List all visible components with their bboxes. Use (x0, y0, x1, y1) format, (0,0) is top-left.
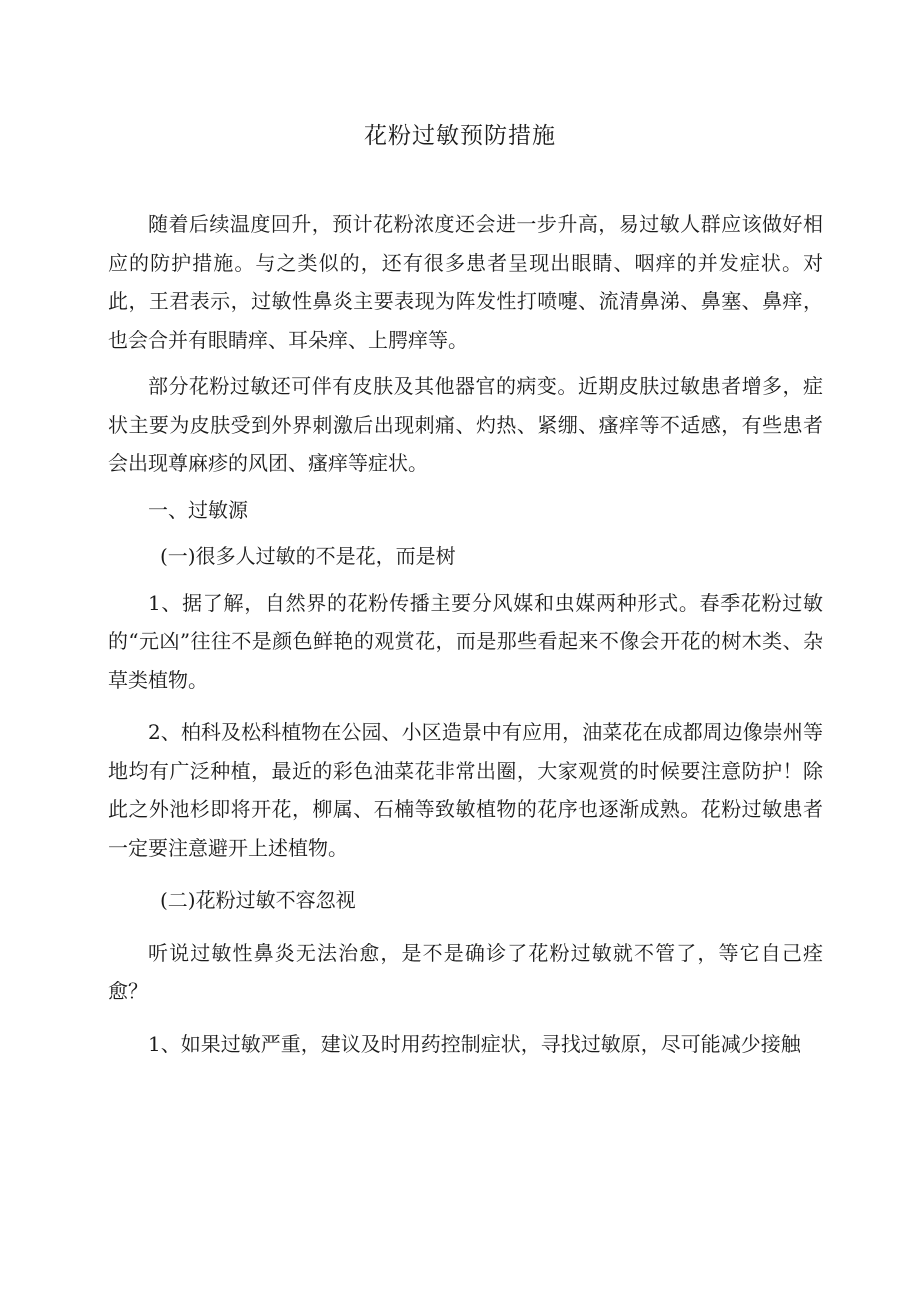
paragraph-skin: 部分花粉过敏还可伴有皮肤及其他器官的病变。近期皮肤过敏患者增多，症状主要为皮肤受到外界刺激后出现刺痛、灼热、紧绷、瘙痒等不适感，有些患者会出现尊麻疹的风团、瘙痒等症状。 (108, 374, 823, 475)
section-heading-allergen: 一、过敏源 (148, 497, 248, 522)
paragraph-intro: 随着后续温度回升，预计花粉浓度还会进一步升高，易过敏人群应该做好相应的防护措施。与之类似的，还有很多患者呈现出眼睛、咽痒的并发症状。对此，王君表示，过敏性鼻炎主要表现为阵发性打喷嚏、流清鼻涕、鼻塞、鼻痒，也会合并有眼睛痒、耳朵痒、上腭痒等。 (108, 212, 823, 352)
paragraph-question: 听说过敏性鼻炎无法治愈，是不是确诊了花粉过敏就不管了，等它自己痊愈？ (108, 940, 823, 1003)
document-body (108, 205, 823, 1071)
subsection-heading-not-ignore: (二)花粉过敏不容忽视 (160, 888, 356, 912)
paragraph-plants: 2、柏科及松科植物在公园、小区造景中有应用，油菜花在成都周边像崇州等地均有广泛种植，最近的彩色油菜花非常出圈，大家观赏的时候要注意防护！除此之外池杉即将开花，柳属、石楠等致敏植物的花序也逐渐成熟。花粉过敏患者一定要注意避开上述植物。 (108, 720, 823, 860)
paragraph-pollen-spread: 1、据了解，自然界的花粉传播主要分风媒和虫媒两种形式。春季花粉过敏的“元凶”往往不是颜色鲜艳的观赏花，而是那些看起来不像会开花的树木类、杂草类植物。 (108, 590, 823, 692)
paragraph-advice: 1、如果过敏严重，建议及时用药控制症状，寻找过敏原，尽可能减少接触 (148, 1031, 801, 1056)
subsection-heading-trees: (一)很多人过敏的不是花，而是树 (160, 544, 456, 568)
document-title: 花粉过敏预防措施 (364, 123, 556, 149)
